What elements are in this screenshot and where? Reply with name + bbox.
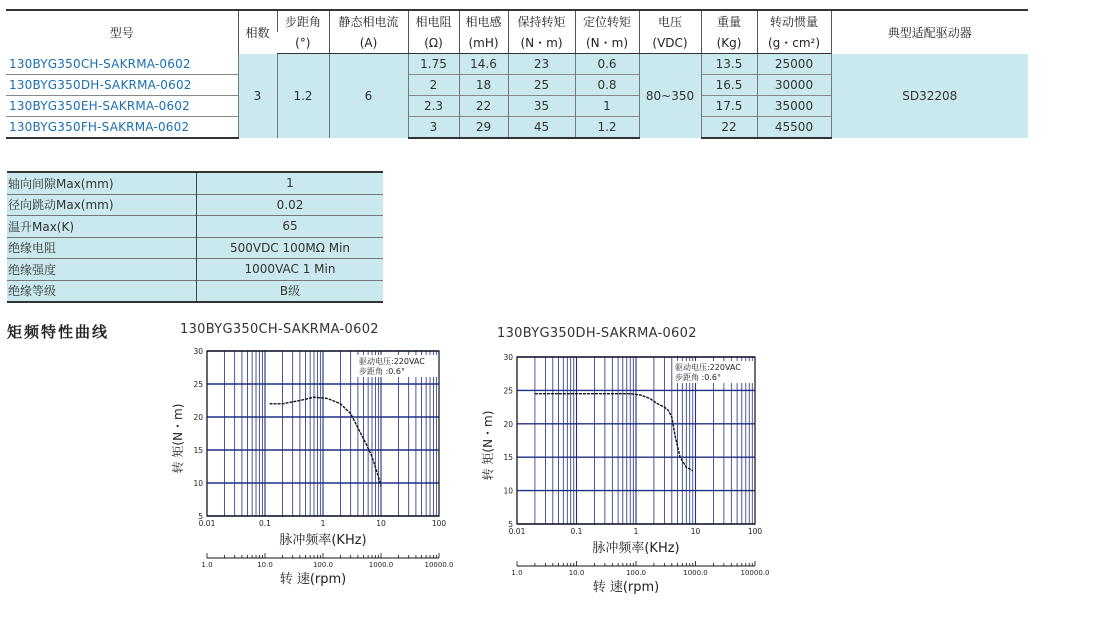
detent-torque-cell: 1 [575,96,639,117]
param-label: 绝缘强度 [7,259,197,281]
y-axis-label: 转 矩(N・m) [481,410,495,481]
y-axis-label: 转 矩(N・m) [171,403,185,474]
detent-torque-cell: 1.2 [575,117,639,139]
param-value: 1000VAC 1 Min [197,259,384,281]
chart-title-2: 130BYG350DH-SAKRMA-0602 [497,326,697,341]
y-tick-label: 5 [198,512,203,521]
phases-cell: 3 [238,54,277,139]
header-inertia: 转动惯量 [757,10,831,32]
detent-torque-cell: 0.8 [575,75,639,96]
param-label: 径向跳动Max(mm) [7,194,197,216]
annotation-text: 步距角 :0.6° [675,373,721,382]
inertia-cell: 35000 [757,96,831,117]
chart-title-1: 130BYG350CH-SAKRMA-0602 [180,322,379,337]
param-value: 65 [197,216,384,238]
model-cell: 130BYG350FH-SAKRMA-0602 [6,117,238,139]
param-label: 绝缘电阻 [7,237,197,259]
model-cell: 130BYG350CH-SAKRMA-0602 [6,54,238,75]
torque-curve-line [270,397,381,486]
inductance-cell: 18 [459,75,508,96]
weight-cell: 16.5 [701,75,757,96]
param-label: 温升Max(K) [7,216,197,238]
unit-holding-torque: (N・m) [508,32,575,54]
voltage-cell: 80~350 [639,54,701,139]
y-tick-label: 10 [193,479,203,488]
inductance-cell: 14.6 [459,54,508,75]
rpm-tick-label: 10.0 [568,569,585,577]
static-current-cell: 6 [329,54,408,139]
rpm-tick-label: 1000.0 [683,569,708,577]
resistance-cell: 2 [408,75,459,96]
inductance-cell: 29 [459,117,508,139]
rpm-axis-label: 转 速(rpm) [279,572,347,587]
x-tick-label: 0.1 [259,519,271,528]
chart-1 [170,347,453,587]
y-tick-label: 25 [503,386,513,396]
x-tick-label: 10 [690,527,701,536]
unit-resistance: (Ω) [408,32,459,54]
x-tick-label: 0.01 [198,519,216,528]
resistance-cell: 2.3 [408,96,459,117]
y-tick-label: 30 [503,353,513,362]
x-tick-label: 1 [633,527,639,536]
rpm-tick-label: 1.0 [201,561,213,569]
weight-cell: 17.5 [701,96,757,117]
header-static-current: 静态相电流 [329,10,408,32]
inertia-cell: 25000 [757,54,831,75]
chart-2 [480,353,769,595]
rpm-tick-label: 10.0 [257,561,273,569]
rpm-tick-label: 10000.0 [424,561,454,569]
driver-cell: SD32208 [831,54,1028,139]
param-value: 1 [197,172,384,194]
resistance-cell: 3 [408,117,459,139]
unit-inertia: (g・cm²) [757,32,831,54]
holding-torque-cell: 35 [508,96,575,117]
x-tick-label: 0.01 [508,527,526,536]
unit-weight: (Kg) [701,32,757,54]
x-tick-label: 10 [376,519,386,528]
x-axis-label: 脉冲频率(KHz) [592,541,680,556]
y-tick-label: 20 [193,413,203,422]
rpm-tick-label: 100.0 [625,569,647,577]
weight-cell: 22 [701,117,757,139]
param-value: 500VDC 100MΩ Min [197,237,384,259]
header-step-angle: 步距角 [277,10,329,32]
unit-voltage: (VDC) [639,32,701,54]
x-axis-label: 脉冲频率(KHz) [279,533,367,548]
y-tick-label: 5 [508,520,513,529]
y-tick-label: 25 [193,380,203,389]
y-tick-label: 15 [193,446,203,455]
x-tick-label: 100 [747,527,763,536]
unit-static-current: (A) [329,32,408,54]
inertia-cell: 45500 [757,117,831,139]
header-phases: 相数 [238,10,277,54]
holding-torque-cell: 25 [508,75,575,96]
header-resistance: 相电阻 [408,10,459,32]
y-tick-label: 20 [503,419,513,429]
header-model: 型号 [6,10,238,54]
header-inductance: 相电感 [459,10,508,32]
y-tick-label: 10 [503,486,513,496]
model-cell: 130BYG350EH-SAKRMA-0602 [6,96,238,117]
param-value: 0.02 [197,194,384,216]
unit-detent-torque: (N・m) [575,32,639,54]
x-tick-label: 1 [320,519,326,528]
step-angle-cell: 1.2 [277,54,329,139]
x-tick-label: 100 [431,519,447,528]
header-weight: 重量 [701,10,757,32]
holding-torque-cell: 45 [508,117,575,139]
param-label: 绝缘等级 [7,280,197,302]
x-tick-label: 0.1 [570,527,583,536]
rpm-tick-label: 100.0 [312,561,334,569]
header-driver: 典型适配驱动器 [831,10,1028,54]
annotation-text: 驱动电压:220VAC [675,363,741,372]
header-holding-torque: 保持转矩 [508,10,575,32]
rpm-tick-label: 1000.0 [368,561,394,569]
detent-torque-cell: 0.6 [575,54,639,75]
rpm-tick-label: 1.0 [511,569,523,577]
holding-torque-cell: 23 [508,54,575,75]
header-detent-torque: 定位转矩 [575,10,639,32]
inductance-cell: 22 [459,96,508,117]
header-voltage: 电压 [639,10,701,32]
inertia-cell: 30000 [757,75,831,96]
annotation-text: 驱动电压:220VAC [359,357,425,366]
y-tick-label: 15 [503,453,513,463]
unit-step-angle: (°) [277,32,329,54]
rpm-axis-label: 转 速(rpm) [592,580,660,595]
y-tick-label: 30 [193,347,203,356]
rpm-tick-label: 10000.0 [740,569,770,577]
annotation-text: 步距角 :0.6° [359,367,405,376]
unit-inductance: (mH) [459,32,508,54]
section-title: 矩频特性曲线 [7,323,110,341]
resistance-cell: 1.75 [408,54,459,75]
param-label: 轴向间隙Max(mm) [7,172,197,194]
model-cell: 130BYG350DH-SAKRMA-0602 [6,75,238,96]
param-value: B级 [197,280,384,302]
weight-cell: 13.5 [701,54,757,75]
